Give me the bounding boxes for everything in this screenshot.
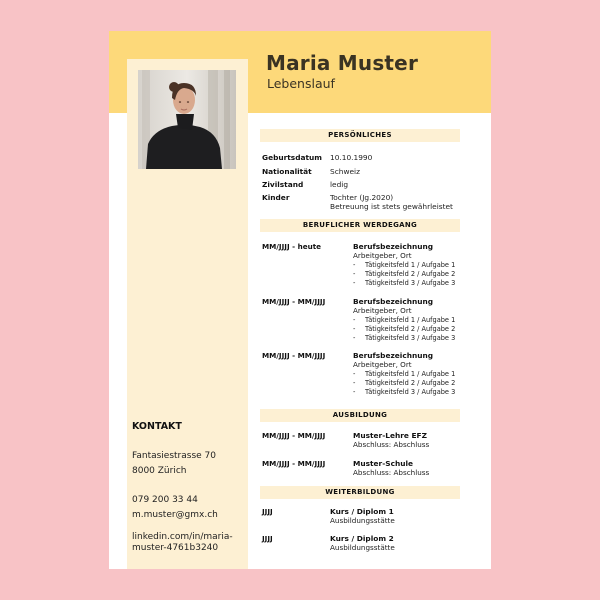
job-title: Berufsbezeichnung bbox=[353, 297, 434, 306]
candidate-name: Maria Muster bbox=[266, 51, 419, 75]
contact-heading: KONTAKT bbox=[132, 421, 182, 432]
job-date: MM/JJJJ - heute bbox=[262, 242, 322, 251]
job-task: - Tätigkeitsfeld 2 / Aufgabe 2 bbox=[353, 379, 456, 387]
job-task: - Tätigkeitsfeld 1 / Aufgabe 1 bbox=[353, 316, 456, 324]
document-subtitle: Lebenslauf bbox=[267, 76, 335, 91]
section-training-heading: WEITERBILDUNG bbox=[260, 486, 460, 499]
training-title: Kurs / Diplom 2 bbox=[330, 534, 394, 543]
field-value: ledig bbox=[330, 180, 349, 189]
field-label: Kinder bbox=[262, 193, 290, 202]
education-detail: Abschluss: Abschluss bbox=[353, 468, 430, 477]
job-employer: Arbeitgeber, Ort bbox=[353, 306, 412, 315]
training-date: JJJJ bbox=[262, 534, 273, 543]
section-career-heading: BERUFLICHER WERDEGANG bbox=[260, 219, 460, 232]
job-task: - Tätigkeitsfeld 3 / Aufgabe 3 bbox=[353, 279, 456, 287]
training-detail: Ausbildungsstätte bbox=[330, 543, 395, 552]
contact-email: m.muster@gmx.ch bbox=[132, 510, 218, 520]
job-title: Berufsbezeichnung bbox=[353, 242, 434, 251]
education-date: MM/JJJJ - MM/JJJJ bbox=[262, 459, 326, 468]
contact-street: Fantasiestrasse 70 bbox=[132, 451, 217, 461]
job-task: - Tätigkeitsfeld 2 / Aufgabe 2 bbox=[353, 325, 456, 333]
field-label: Geburtsdatum bbox=[262, 153, 322, 162]
contact-city: 8000 Zürich bbox=[132, 466, 187, 476]
section-personal-heading: PERSÖNLICHES bbox=[260, 129, 460, 142]
field-value: Schweiz bbox=[330, 167, 360, 176]
education-title: Muster-Lehre EFZ bbox=[353, 431, 427, 440]
job-employer: Arbeitgeber, Ort bbox=[353, 360, 412, 369]
contact-linkedin-line2: muster-4761b3240 bbox=[132, 543, 219, 553]
job-date: MM/JJJJ - MM/JJJJ bbox=[262, 351, 326, 360]
education-date: MM/JJJJ - MM/JJJJ bbox=[262, 431, 326, 440]
section-education-heading: AUSBILDUNG bbox=[260, 409, 460, 422]
portrait-photo-icon bbox=[138, 70, 236, 169]
job-employer: Arbeitgeber, Ort bbox=[353, 251, 412, 260]
job-task: - Tätigkeitsfeld 3 / Aufgabe 3 bbox=[353, 334, 456, 342]
field-label: Nationalität bbox=[262, 167, 312, 176]
education-title: Muster-Schule bbox=[353, 459, 414, 468]
field-label: Zivilstand bbox=[262, 180, 304, 189]
field-value: Tochter (Jg.2020) bbox=[330, 193, 394, 202]
education-detail: Abschluss: Abschluss bbox=[353, 440, 430, 449]
portrait-photo bbox=[138, 70, 236, 169]
field-value-extra: Betreuung ist stets gewährleistet bbox=[330, 202, 453, 211]
job-task: - Tätigkeitsfeld 3 / Aufgabe 3 bbox=[353, 388, 456, 396]
contact-phone: 079 200 33 44 bbox=[132, 495, 198, 505]
training-detail: Ausbildungsstätte bbox=[330, 516, 395, 525]
job-task: - Tätigkeitsfeld 1 / Aufgabe 1 bbox=[353, 370, 456, 378]
field-value: 10.10.1990 bbox=[330, 153, 373, 162]
contact-linkedin-line1: linkedin.com/in/maria- bbox=[132, 532, 233, 542]
training-title: Kurs / Diplom 1 bbox=[330, 507, 394, 516]
cv-page bbox=[109, 31, 491, 569]
training-date: JJJJ bbox=[262, 507, 273, 516]
job-title: Berufsbezeichnung bbox=[353, 351, 434, 360]
job-date: MM/JJJJ - MM/JJJJ bbox=[262, 297, 326, 306]
job-task: - Tätigkeitsfeld 1 / Aufgabe 1 bbox=[353, 261, 456, 269]
job-task: - Tätigkeitsfeld 2 / Aufgabe 2 bbox=[353, 270, 456, 278]
